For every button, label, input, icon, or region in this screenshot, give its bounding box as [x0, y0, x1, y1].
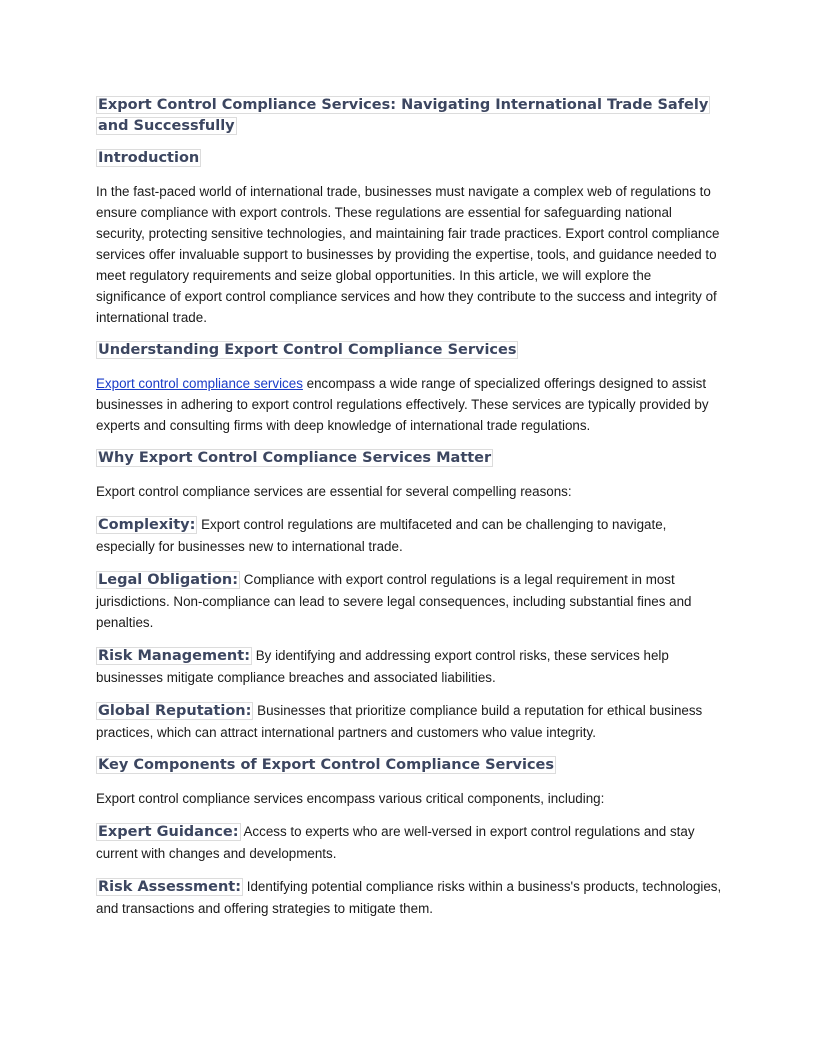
component-item-label: Expert Guidance: — [98, 824, 239, 840]
export-control-services-link[interactable]: Export control compliance services — [96, 376, 303, 391]
component-item-label: Risk Assessment: — [98, 879, 242, 895]
document-title-text: Export Control Compliance Services: Navigating International Trade Safely and Successfully — [98, 97, 709, 134]
why-intro-paragraph: Export control compliance services are essential for several compelling reasons: — [96, 484, 572, 499]
component-item-text: Identifying potential compliance risks within a business's products, technologies, and transactions and offering strategies to mitigate them. — [96, 879, 722, 916]
component-item-expert-guidance — [96, 821, 722, 864]
understanding-heading — [96, 340, 722, 361]
why-item-complexity — [96, 514, 722, 557]
why-item-text: Export control regulations are multifaceted and can be challenging to navigate, especially for businesses new to international trade. — [96, 517, 667, 554]
components-intro-paragraph: Export control compliance services encompass various critical components, including: — [96, 791, 605, 806]
why-item-label: Complexity: — [98, 517, 196, 533]
intro-paragraph: In the fast-paced world of international trade, businesses must navigate a complex web of regulations to ensure compliance with export controls. These regulations are essential for safeguarding national security, protecting sensitive technologies, and maintaining fair trade practices. Export control compliance services offer invaluable support to businesses by providing the expertise, tools, and guidance needed to meet regulatory requirements and seize global opportunities. In this article, we will explore the significance of export control compliance services and how they contribute to the success and integrity of international trade. — [96, 184, 720, 325]
components-heading — [96, 755, 722, 776]
why-item-label: Legal Obligation: — [98, 572, 239, 588]
intro-heading-text: Introduction — [98, 150, 200, 166]
why-item-global-reputation — [96, 700, 722, 743]
component-item-risk-assessment — [96, 876, 722, 919]
understanding-heading-text: Understanding Export Control Compliance Services — [98, 342, 517, 358]
component-item-text: Access to experts who are well-versed in export control regulations and stay current with changes and developments. — [96, 824, 695, 861]
components-heading-text: Key Components of Export Control Compliance Services — [98, 757, 555, 773]
document-page — [96, 95, 722, 931]
why-item-text: By identifying and addressing export control risks, these services help businesses mitigate compliance breaches and associated liabilities. — [96, 648, 669, 685]
why-item-legal-obligation — [96, 569, 722, 633]
why-item-label: Risk Management: — [98, 648, 250, 664]
why-item-text: Businesses that prioritize compliance build a reputation for ethical business practices, which can attract international partners and customers who value integrity. — [96, 703, 703, 740]
why-item-risk-management — [96, 645, 722, 688]
understanding-paragraph — [96, 373, 722, 436]
understanding-paragraph-text: encompass a wide range of specialized offerings designed to assist businesses in adhering to export control regulations effectively. These services are typically provided by experts and consulting firms with deep knowledge of international trade regulations. — [96, 376, 709, 433]
document-title — [96, 95, 722, 137]
why-heading-text: Why Export Control Compliance Services Matter — [98, 450, 492, 466]
why-heading — [96, 448, 722, 469]
why-item-label: Global Reputation: — [98, 703, 252, 719]
intro-heading — [96, 148, 722, 169]
why-item-text: Compliance with export control regulations is a legal requirement in most jurisdictions. Non-compliance can lead to severe legal consequences, including substantial fines and penalties. — [96, 572, 692, 630]
